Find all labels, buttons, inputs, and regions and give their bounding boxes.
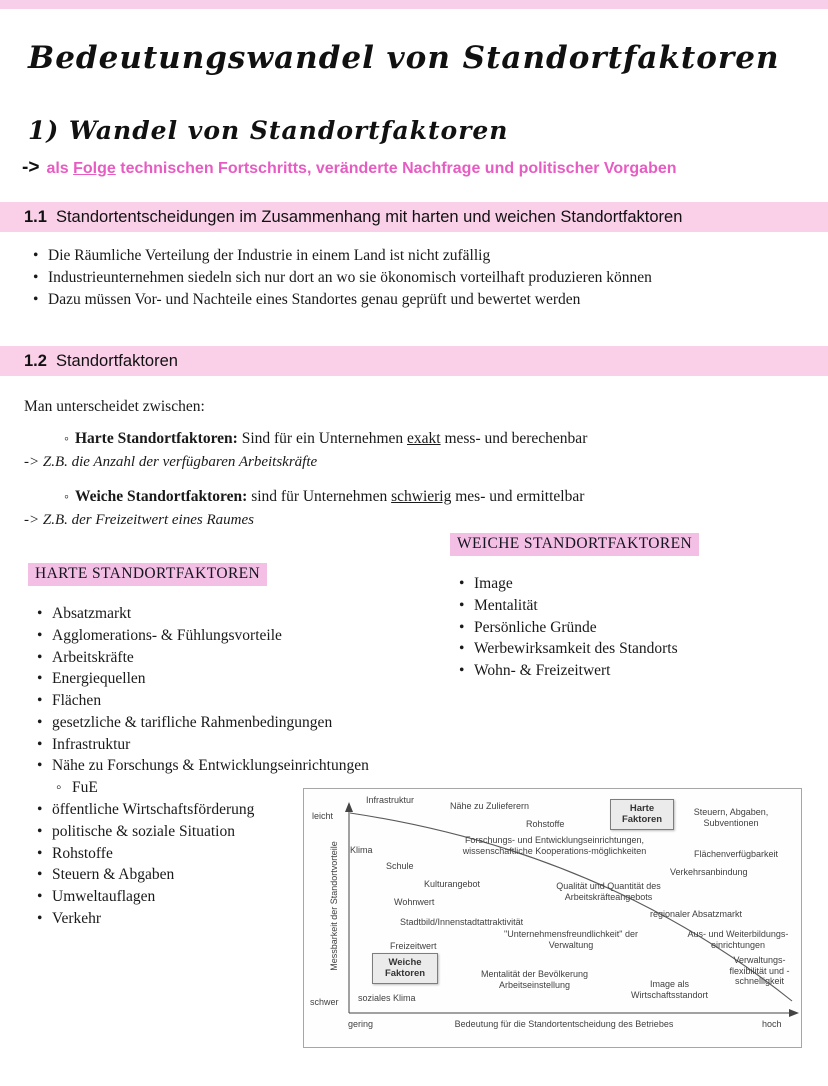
lead-line <box>22 157 677 179</box>
figure-label: Wohnwert <box>394 897 435 907</box>
soft-factors-heading: WEICHE STANDORTFAKTOREN <box>450 533 699 556</box>
figure-label: Nähe zu Zulieferern <box>450 801 530 811</box>
hard-def-pre: Sind für ein Unternehmen <box>237 430 408 447</box>
figure-standortfaktoren-chart <box>303 788 802 1048</box>
figure-label: Image als Wirtschaftsstandort <box>630 979 709 1000</box>
figure-label: Verwaltungs-flexibilität und -schnelligkeit <box>729 955 790 987</box>
list-item: • Steuern & Abgaben <box>36 866 369 884</box>
soft-factors-list <box>458 575 699 680</box>
list-item: • Rohstoffe <box>36 845 369 863</box>
hard-def-underlined-word: exakt <box>407 430 441 447</box>
hard-def-post: mess- und berechenbar <box>440 430 588 447</box>
list-item: • Flächen <box>36 692 369 710</box>
figure-label: soziales Klima <box>358 993 416 1003</box>
list-item: • Umweltauflagen <box>36 888 369 906</box>
arrow-glyph: -> <box>22 157 40 178</box>
page-title: Bedeutungswandel von Standortfaktoren <box>28 40 780 76</box>
figure-label: Flächenverfügbarkeit <box>694 849 779 859</box>
lead-pre: als <box>46 160 74 177</box>
list-item: • gesetzliche & tarifliche Rahmenbedingungen <box>36 714 369 732</box>
figure-label: Aus- und Weiterbildungs-einrichtungen <box>687 929 789 950</box>
soft-factors-definition <box>64 488 584 506</box>
list-item: • Image <box>458 575 699 593</box>
soft-factors-column <box>450 533 699 684</box>
list-item: • öffentliche Wirtschaftsförderung <box>36 801 369 819</box>
figure-label: Freizeitwert <box>390 941 437 951</box>
bullet-item: • Die Räumliche Verteilung der Industrie in einem Land ist nicht zufällig <box>32 247 792 265</box>
soft-factors-example: -> Z.B. der Freizeitwert eines Raumes <box>24 512 254 528</box>
section-1-1-title: Standortentscheidungen im Zusammenhang mit harten und weichen Standortfaktoren <box>55 207 683 226</box>
figure-label: Verkehrsanbindung <box>670 867 748 877</box>
figure-label: Stadtbild/Innenstadtattraktivität <box>400 917 524 927</box>
figure-x-left-label: gering <box>348 1019 374 1029</box>
figure-label: Schule <box>386 861 414 871</box>
list-item: • Werbewirksamkeit des Standorts <box>458 640 699 658</box>
figure-x-right-label: hoch <box>762 1019 782 1029</box>
soft-factors-box: Weiche Faktoren <box>372 953 438 984</box>
intro-text: Man unterscheidet zwischen: <box>24 398 205 415</box>
figure-label: Klima <box>350 845 373 855</box>
section-1-1-number: 1.1 <box>24 207 47 226</box>
list-item: • Wohn- & Freizeitwert <box>458 662 699 680</box>
list-item: • Nähe zu Forschungs & Entwicklungseinrichtungen <box>36 757 369 775</box>
soft-def-post: mes- und ermittelbar <box>451 488 585 505</box>
hard-def-label: Harte Standortfaktoren: <box>74 430 238 447</box>
lead-post: technischen Fortschritts, veränderte Nachfrage und politischer Vorgaben <box>115 160 677 177</box>
figure-label: Steuern, Abgaben, Subventionen <box>693 807 769 828</box>
hard-factors-box: Harte Faktoren <box>610 799 674 830</box>
lead-text <box>46 160 676 177</box>
figure-label: Mentalität der Bevölkerung Arbeitseinstellung <box>480 969 589 990</box>
section-1-2-header <box>0 346 828 376</box>
list-item: • politische & soziale Situation <box>36 823 369 841</box>
sub-list-item: ◦ FuE <box>36 779 369 797</box>
section-1-heading: 1) Wandel von Standortfaktoren <box>28 116 509 145</box>
lead-underlined-word: Folge <box>73 160 116 177</box>
bullet-item: • Industrieunternehmen siedeln sich nur dort an wo sie ökonomisch vorteilhaft produzieren können <box>32 269 792 287</box>
list-item: • Persönliche Gründe <box>458 619 699 637</box>
figure-label: Rohstoffe <box>526 819 565 829</box>
figure-y-bottom-label: schwer <box>310 997 339 1007</box>
top-strip <box>0 0 828 9</box>
figure-x-axis-label: Bedeutung für die Standortentscheidung des Betriebes <box>454 1019 674 1029</box>
figure-y-axis-label: Messbarkeit der Standortvorteile <box>329 841 339 971</box>
soft-def-label: Weiche Standortfaktoren: <box>74 488 248 505</box>
hard-factors-heading: HARTE STANDORTFAKTOREN <box>28 563 267 586</box>
section-1-2-number: 1.2 <box>24 351 47 370</box>
section-1-1-header <box>0 202 828 232</box>
hard-factors-example: -> Z.B. die Anzahl der verfügbaren Arbeitskräfte <box>24 454 318 470</box>
figure-label: Infrastruktur <box>366 795 415 805</box>
figure-label: "Unternehmensfreundlichkeit" der Verwaltung <box>504 929 638 950</box>
hard-factors-definition <box>64 430 587 448</box>
figure-label: Kulturangebot <box>424 879 481 889</box>
soft-def-underlined-word: schwierig <box>391 488 452 505</box>
section-1-2-title: Standortfaktoren <box>55 351 178 370</box>
list-item: • Absatzmarkt <box>36 605 369 623</box>
list-item: • Infrastruktur <box>36 736 369 754</box>
list-item: • Mentalität <box>458 597 699 615</box>
list-item: • Agglomerations- & Fühlungsvorteile <box>36 627 369 645</box>
list-item: • Arbeitskräfte <box>36 649 369 667</box>
figure-label: Forschungs- und Entwicklungseinrichtungen, wissenschaftliche Kooperations-möglichkeiten <box>462 835 647 856</box>
bullet-item: • Dazu müssen Vor- und Nachteile eines Standortes genau geprüft und bewertet werden <box>32 291 792 309</box>
list-item: • Verkehr <box>36 910 369 928</box>
soft-def-pre: sind für Unternehmen <box>247 488 392 505</box>
section-1-1-bullet-list <box>32 247 792 312</box>
figure-label: regionaler Absatzmarkt <box>650 909 743 919</box>
figure-y-top-label: leicht <box>312 811 334 821</box>
list-item: • Energiequellen <box>36 670 369 688</box>
figure-label: Qualität und Quantität des Arbeitskräfteangebots <box>556 881 661 902</box>
